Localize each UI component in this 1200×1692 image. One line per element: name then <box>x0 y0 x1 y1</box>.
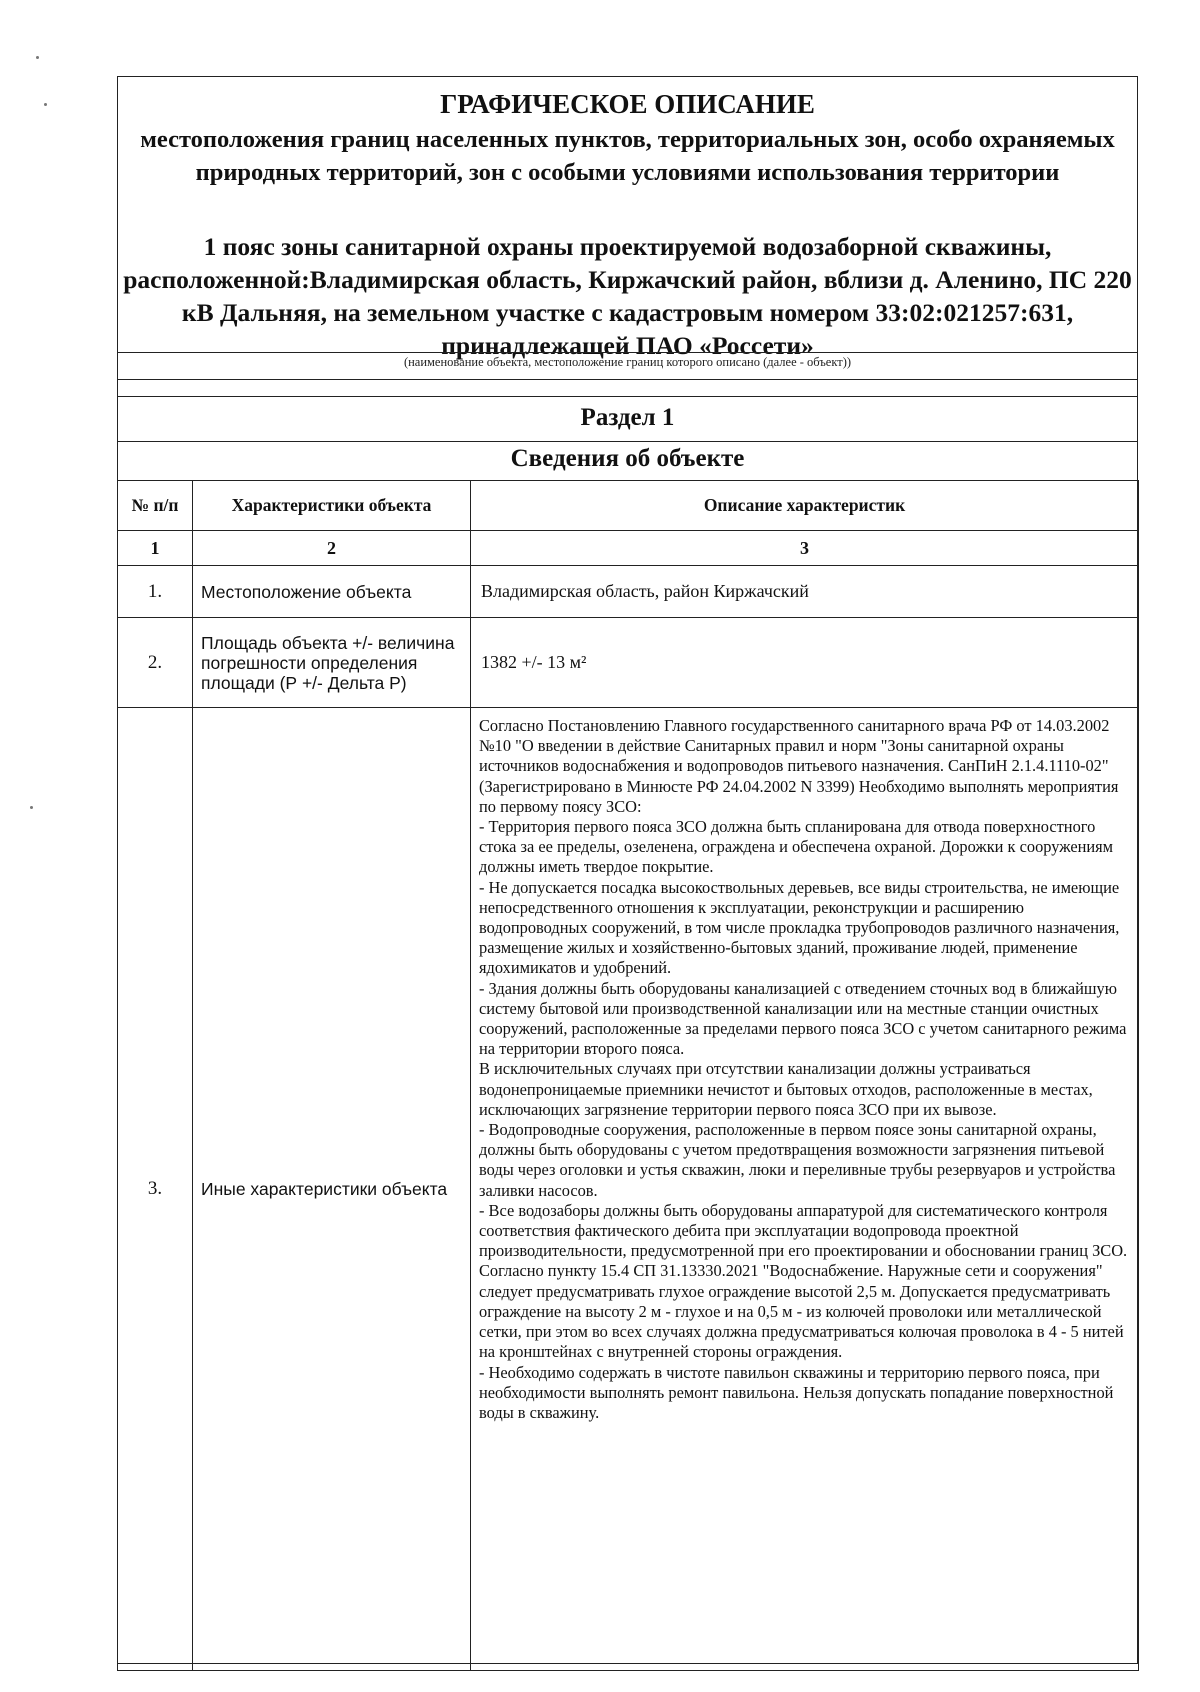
row-value: 1382 +/- 13 м² <box>471 618 1139 708</box>
scan-speck <box>30 806 33 809</box>
table-row <box>118 708 1139 1671</box>
row-characteristic: Местоположение объекта <box>193 566 471 618</box>
row-characteristic: Площадь объекта +/- величина погрешности определения площади (Р +/- Дельта Р) <box>193 618 471 708</box>
divider <box>118 352 1137 353</box>
divider <box>118 379 1137 380</box>
index-cell: 3 <box>471 531 1139 566</box>
table-row <box>118 618 1139 708</box>
column-header-description: Описание характеристик <box>471 481 1139 531</box>
object-info-table <box>117 480 1139 1671</box>
column-header-number: № п/п <box>118 481 193 531</box>
table-index-row <box>118 531 1139 566</box>
row-number: 3. <box>118 708 193 1671</box>
object-caption: (наименование объекта, местоположение границ которого описано (далее - объект)) <box>403 355 852 369</box>
row-number: 1. <box>118 566 193 618</box>
table-row <box>118 566 1139 618</box>
row-number: 2. <box>118 618 193 708</box>
document-title: ГРАФИЧЕСКОЕ ОПИСАНИЕ <box>440 89 815 119</box>
index-cell: 1 <box>118 531 193 566</box>
row-value-long <box>471 708 1139 1671</box>
document-frame <box>117 76 1138 1664</box>
divider <box>118 396 1137 397</box>
scan-speck <box>44 103 47 106</box>
document-subtitle: местоположения границ населенных пунктов, территориальных зон, особо охраняемых природных территорий, зон с особыми условиями использования территории <box>140 126 1115 186</box>
column-header-characteristic: Характеристики объекта <box>193 481 471 531</box>
row-value-text: Согласно Постановлению Главного государственного санитарного врача РФ от 14.03.2002 №10 "О введении в действие Санитарных правил и норм "Зоны санитарной охраны источников водоснабжения и водопроводов питьевого назначения. СанПиН 2.1.4.1110-02" (Зарегистрировано в Минюсте РФ 24.04.2002 N 3399) Необходимо выполнять мероприятия по первому поясу ЗСО: - Территория первого пояса ЗСО должна быть спланирована для отвода поверхностного стока за ее пределы, озеленена, ограждена и обеспечена охраной. Дорожки к сооружениям должны иметь твердое покрытие. - Не допускается посадка высокоствольных деревьев, все виды строительства, не имеющие непосредственного отношения к эксплуатации, реконструкции и расширению водопроводных сооружений, в том числе прокладка трубопроводов различного назначения, размещение жилых и хозяйственно-бытовых зданий, проживание людей, применение ядохимикатов и удобрений. - Здания должны быть оборудованы канализацией с отведением сточных вод в ближайшую систему бытовой или производственной канализации или на местные станции очистных сооружений, расположенные за пределами первого пояса ЗСО с учетом санитарного режима на территории второго пояса. В исключительных случаях при отсутствии канализации должны устраиваться водонепроницаемые приемники нечистот и бытовых отходов, расположенные в местах, исключающих загрязнение территории первого пояса ЗСО при их вывозе. - Водопроводные сооружения, расположенные в первом поясе зоны санитарной охраны, должны быть оборудованы с учетом предотвращения возможности загрязнения питьевой воды через оголовки и устья скважин, люки и переливные трубы резервуаров и устройства заливки насосов. - Все водозаборы должны быть оборудованы аппаратурой для систематического контроля соответствия фактического дебита при эксплуатации водопровода проектной производительности, предусмотренной при его проектировании и обосновании границ ЗСО. Согласно пункту 15.4 СП 31.13330.2021 "Водоснабжение. Наружные сети и сооружения" следует предусматривать глухое ограждение высотой 2,5 м. Допускается предусматривать ограждение на высоту 2 м - глухое и на 0,5 м - из колючей проволоки или металлической сетки, при этом во всех случаях должна предусматриваться колючая проволока в 4 - 5 нитей на кронштейнах с внутренней стороны ограждения. - Необходимо содержать в чистоте павильон скважины и территорию первого пояса, при необходимости выполнять ремонт павильона. Нельзя допускать попадание поверхностной воды в скважину. <box>479 716 1128 1422</box>
row-characteristic: Иные характеристики объекта <box>193 708 471 1671</box>
section-title: Раздел 1 <box>580 404 675 431</box>
section-subtitle: Сведения об объекте <box>510 445 745 472</box>
divider <box>118 441 1137 442</box>
scan-speck <box>36 56 39 59</box>
row-value: Владимирская область, район Киржачский <box>471 566 1139 618</box>
object-name: 1 пояс зоны санитарной охраны проектируемой водозаборной скважины, расположенной:Владимирская область, Киржачский район, вблизи д. Аленино, ПС 220 кВ Дальняя, на земельном участке с кадастровым номером 33:02:021257:631, принадлежащей ПАО «Россети» <box>123 232 1132 360</box>
table-header-row <box>118 481 1139 531</box>
index-cell: 2 <box>193 531 471 566</box>
